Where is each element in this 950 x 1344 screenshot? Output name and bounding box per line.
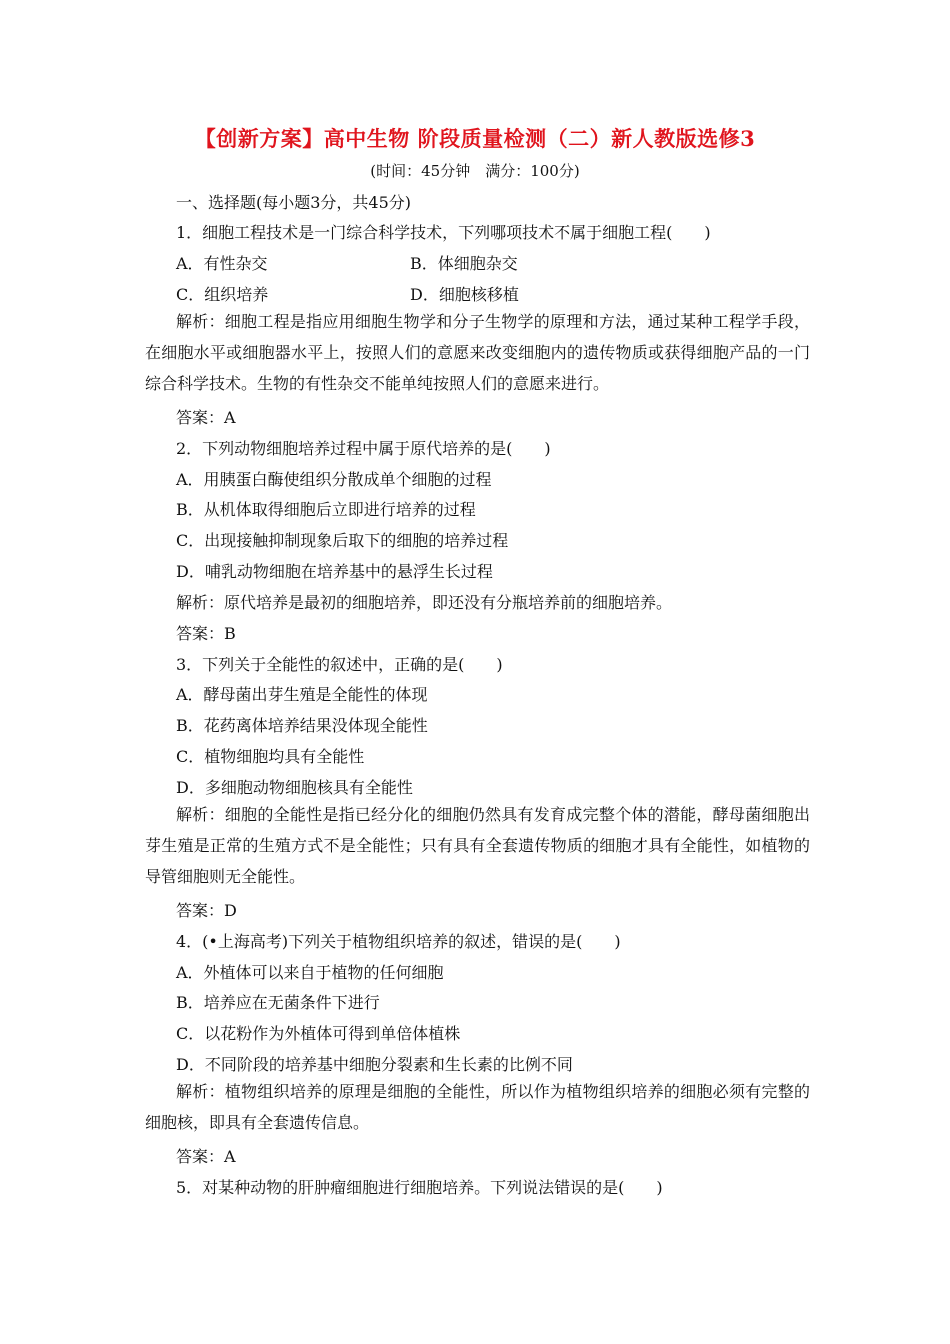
question-3-option-a: A．酵母菌出芽生殖是全能性的体现: [176, 685, 428, 704]
question-1-option-c: C．组织培养: [176, 285, 269, 304]
question-1-analysis: 解析：细胞工程是指应用细胞生物学和分子生物学的原理和方法，通过某种工程学手段，在细胞水平或细胞器水平上，按照人们的意愿来改变细胞内的遗传物质或获得细胞产品的一门综合科学技术。生物的有性杂交不能单纯按照人们的意愿来进行。: [145, 312, 810, 393]
question-2-analysis: 解析：原代培养是最初的细胞培养，即还没有分瓶培养前的细胞培养。: [176, 593, 673, 612]
question-2-option-c: C．出现接触抑制现象后取下的细胞的培养过程: [176, 531, 509, 550]
question-2-option-b: B．从机体取得细胞后立即进行培养的过程: [176, 500, 476, 519]
question-3-stem: 3．下列关于全能性的叙述中，正确的是( ): [176, 655, 503, 674]
section-heading: 一、选择题(每小题3分，共45分): [176, 193, 412, 212]
question-1-option-a: A．有性杂交: [176, 254, 268, 273]
question-2-answer: 答案：B: [176, 624, 236, 643]
question-1-stem: 1．细胞工程技术是一门综合科学技术，下列哪项技术不属于细胞工程( ): [176, 223, 711, 242]
question-1-option-b: B．体细胞杂交: [410, 254, 518, 273]
question-3-analysis: 解析：细胞的全能性是指已经分化的细胞仍然具有发育成完整个体的潜能，酵母菌细胞出芽生殖是正常的生殖方式不是全能性；只有具有全套遗传物质的细胞才具有全能性，如植物的导管细胞则无全能性。: [145, 805, 810, 886]
question-3-option-b: B．花药离体培养结果没体现全能性: [176, 716, 428, 735]
exam-time-score: (时间：45分钟 满分：100分): [370, 162, 580, 180]
document-title: 【创新方案】高中生物 阶段质量检测（二）新人教版选修3: [194, 126, 756, 151]
question-4-answer: 答案：A: [176, 1147, 236, 1166]
question-2-stem: 2．下列动物细胞培养过程中属于原代培养的是( ): [176, 439, 551, 458]
question-4-option-d: D．不同阶段的培养基中细胞分裂素和生长素的比例不同: [176, 1055, 573, 1074]
question-1-option-d: D．细胞核移植: [410, 285, 519, 304]
question-3-option-c: C．植物细胞均具有全能性: [176, 747, 365, 766]
question-3-option-d: D．多细胞动物细胞核具有全能性: [176, 778, 413, 797]
question-4-option-a: A．外植体可以来自于植物的任何细胞: [176, 963, 444, 982]
question-4-stem: 4．(•上海高考)下列关于植物组织培养的叙述，错误的是( ): [176, 932, 621, 951]
question-4-analysis: 解析：植物组织培养的原理是细胞的全能性，所以作为植物组织培养的细胞必须有完整的细胞核，即具有全套遗传信息。: [145, 1082, 810, 1132]
question-5-stem: 5．对某种动物的肝肿瘤细胞进行细胞培养。下列说法错误的是( ): [176, 1178, 663, 1197]
question-4-option-b: B．培养应在无菌条件下进行: [176, 993, 380, 1012]
question-2-option-a: A．用胰蛋白酶使组织分散成单个细胞的过程: [176, 470, 492, 489]
question-3-answer: 答案：D: [176, 901, 237, 920]
question-2-option-d: D．哺乳动物细胞在培养基中的悬浮生长过程: [176, 562, 493, 581]
question-1-answer: 答案：A: [176, 408, 236, 427]
question-4-option-c: C．以花粉作为外植体可得到单倍体植株: [176, 1024, 461, 1043]
